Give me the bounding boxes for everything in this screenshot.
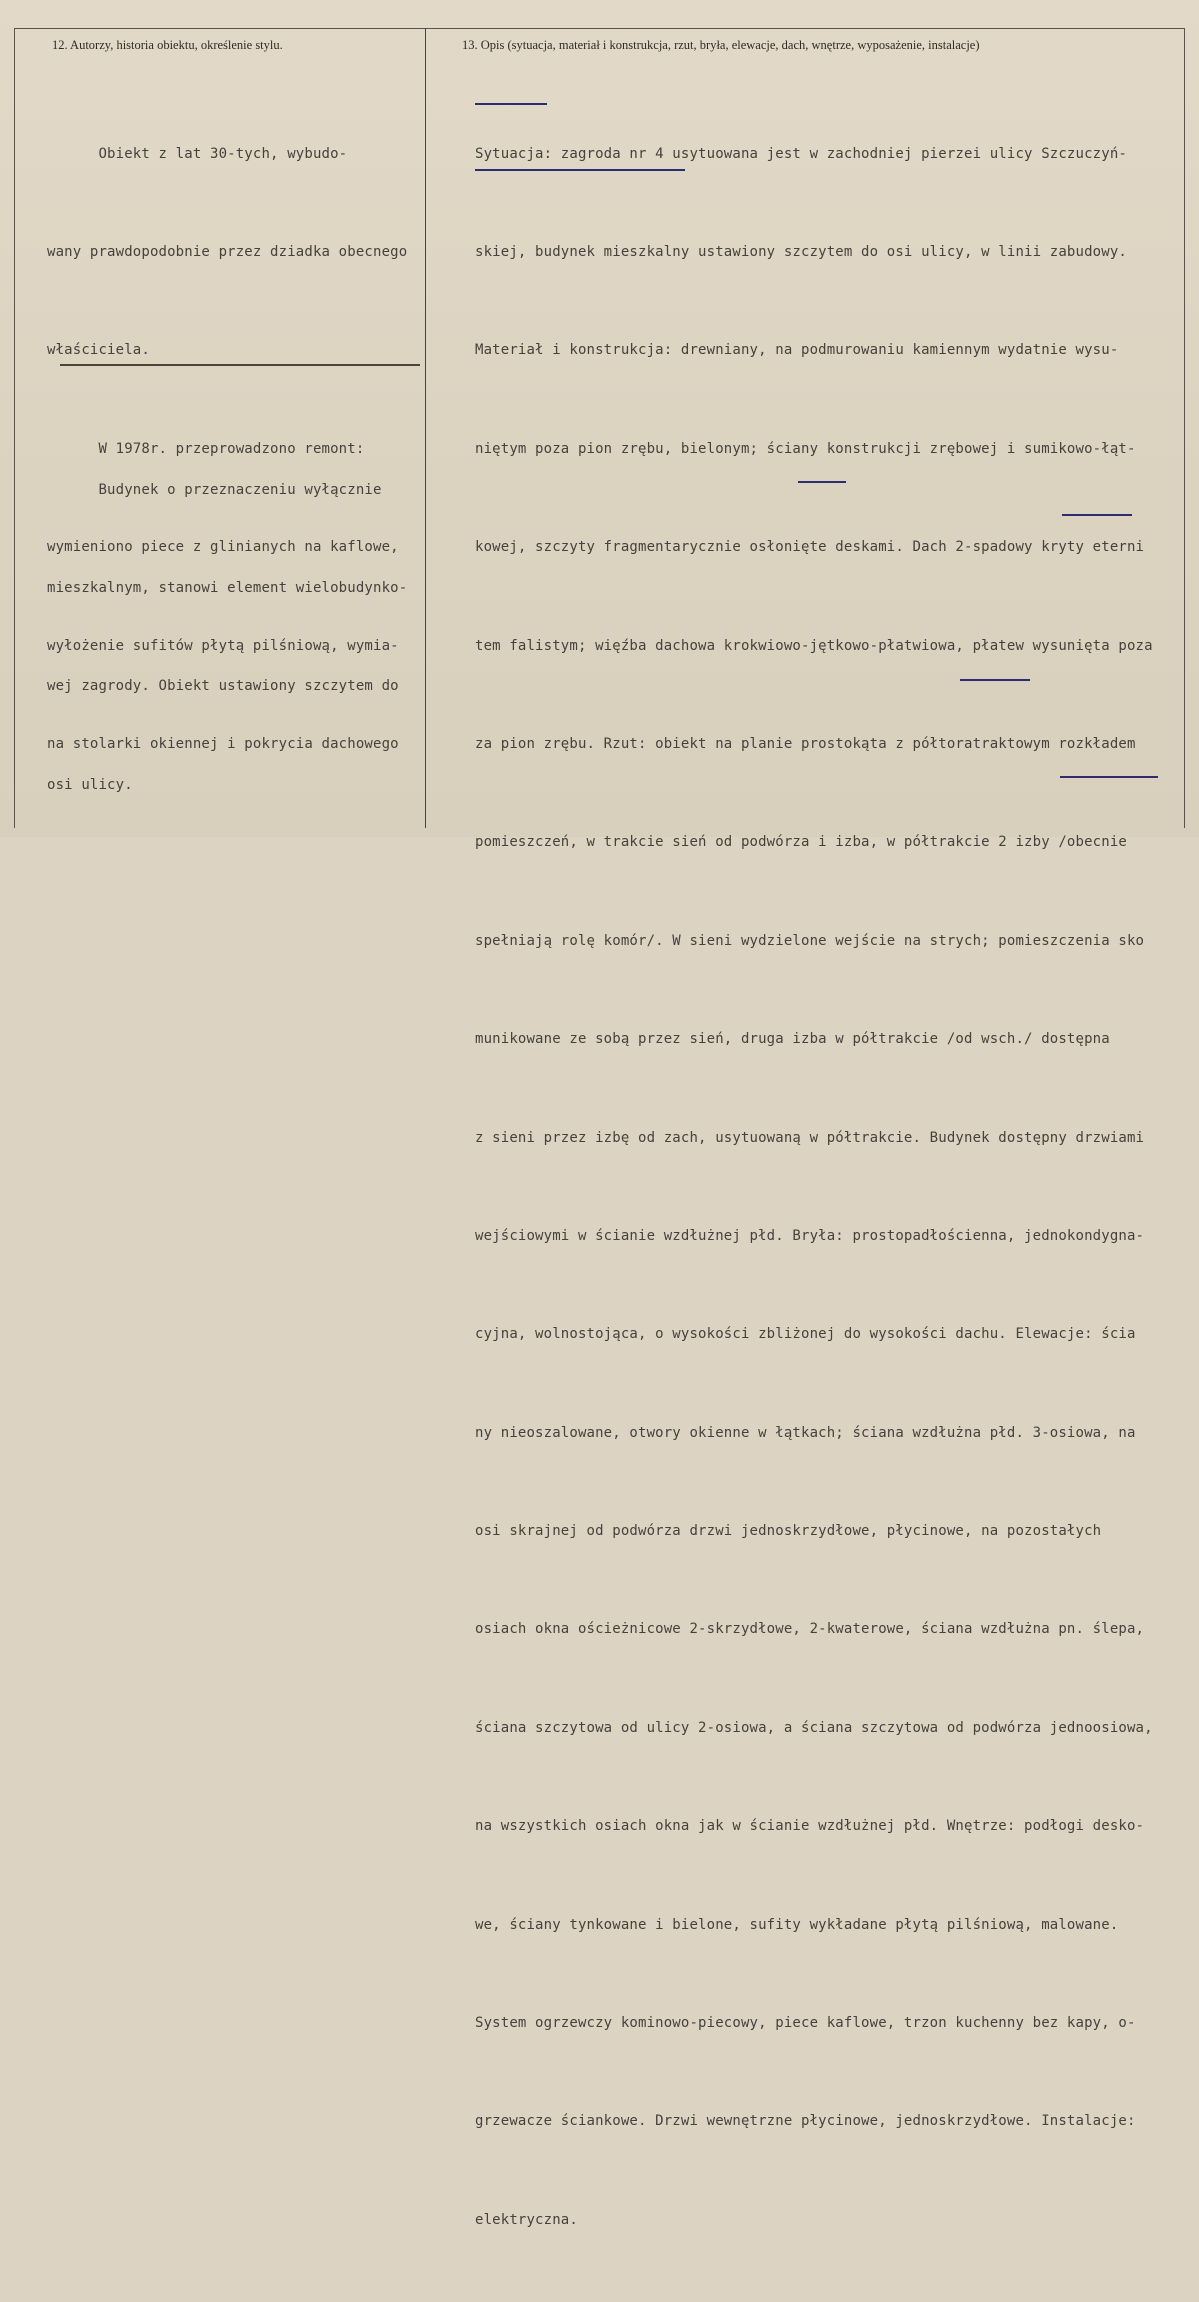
text-line: ny nieoszalowane, otwory okienne w łątkach; ściana wzdłużna płd. 3-osiowa, na [475,1424,1136,1441]
text-line: wejściowymi w ścianie wzdłużnej płd. Bryła: prostopadłościenna, jednokondygna- [475,1227,1145,1244]
purpose-text [47,408,407,867]
text-line: System ogrzewczy kominowo-piecowy, piece kaflowe, trzon kuchenny bez kapy, o- [475,2015,1136,2032]
form-border-right [1184,28,1185,828]
text-line: Obiekt z lat 30-tych, wybudo- [47,145,348,162]
section-12-heading: 12. Autorzy, historia obiektu, określenie stylu. [52,38,283,52]
text-line: kowej, szczyty fragmentarycznie osłonięte deskami. Dach 2-spadowy kryty eterni [475,539,1145,556]
text-line: spełniają rolę komór/. W sieni wydzielone wejście na strych; pomieszczenia sko [475,932,1145,949]
text-line: niętym poza pion zrębu, bielonym; ściany konstrukcji zrębowej i sumikowo-łąt- [475,440,1136,457]
text-line: munikowane ze sobą przez sień, druga izba w półtrakcie /od wsch./ dostępna [475,1031,1110,1048]
text-line: tem falistym; więźba dachowa krokwiowo-jętkowo-płatwiowa, płatew wysunięta poza [475,637,1153,654]
text-line: skiej, budynek mieszkalny ustawiony szczytem do osi ulicy, w linii zabudowy. [475,243,1127,260]
underline-elewacje [1062,514,1132,516]
text-line: elektryczna. [475,2211,578,2228]
text-line: cyjna, wolnostojąca, o wysokości zbliżonej do wysokości dachu. Elewacje: ścia [475,1326,1136,1343]
text-line: wej zagrody. Obiekt ustawiony szczytem do [47,678,399,695]
text-line: grzewacze ściankowe. Drzwi wewnętrzne płycinowe, jednoskrzydłowe. Instalacje: [475,2113,1136,2130]
text-line: Sytuacja: zagroda nr 4 usytuowana jest w zachodniej pierzei ulicy Szczuczyń- [475,145,1127,162]
text-line: osiach okna ościeżnicowe 2-skrzydłowe, 2-kwaterowe, ściana wzdłużna pn. ślepa, [475,1621,1145,1638]
column-divider [425,28,426,828]
text-line: Materiał i konstrukcja: drewniany, na podmurowaniu kamiennym wydatnie wysu- [475,342,1119,359]
text-line: wyłożenie sufitów płytą pilśniową, wymia- [47,637,399,654]
description-text [475,72,1153,2302]
text-line: wany prawdopodobnie przez dziadka obecnego [47,243,408,260]
text-line: W 1978r. przeprowadzono remont: [47,440,365,457]
text-line: mieszkalnym, stanowi element wielobudynko- [47,579,408,596]
text-line: osi skrajnej od podwórza drzwi jednoskrzydłowe, płycinowe, na pozostałych [475,1523,1102,1540]
text-line: wymieniono piece z glinianych na kaflowe, [47,539,399,556]
text-line: z sieni przez izbę od zach, usytuowaną w półtrakcie. Budynek dostępny drzwiami [475,1129,1145,1146]
text-line: właściciela. [47,342,150,359]
section-separator-line [60,364,420,366]
text-line: ściana szczytowa od ulicy 2-osiowa, a ściana szczytowa od podwórza jednoosiowa, [475,1719,1153,1736]
text-line: osi ulicy. [47,776,133,793]
text-line: Budynek o przeznaczeniu wyłącznie [47,481,382,498]
section-13-heading: 13. Opis (sytuacja, materiał i konstrukcja, rzut, bryła, elewacje, dach, wnętrze, wyposażenie, instalacje) [462,38,980,52]
text-line: pomieszczeń, w trakcie sień od podwórza i izba, w półtrakcie 2 izby /obecnie [475,834,1127,851]
underline-material [475,169,685,171]
underline-sytuacja [475,103,547,105]
text-line: we, ściany tynkowane i bielone, sufity wykładane płytą pilśniową, malowane. [475,1916,1119,1933]
text-line: za pion zrębu. Rzut: obiekt na planie prostokąta z półtoratraktowym rozkładem [475,735,1136,752]
text-line: na stolarki okiennej i pokrycia dachowego [47,735,399,752]
underline-instalacje [1060,776,1158,778]
form-border-top [14,28,1184,29]
text-line: na wszystkich osiach okna jak w ścianie wzdłużnej płd. Wnętrze: podłogi desko- [475,1818,1145,1835]
underline-bryla [798,481,846,483]
form-border-left [14,28,15,828]
underline-wnetrze [960,679,1030,681]
